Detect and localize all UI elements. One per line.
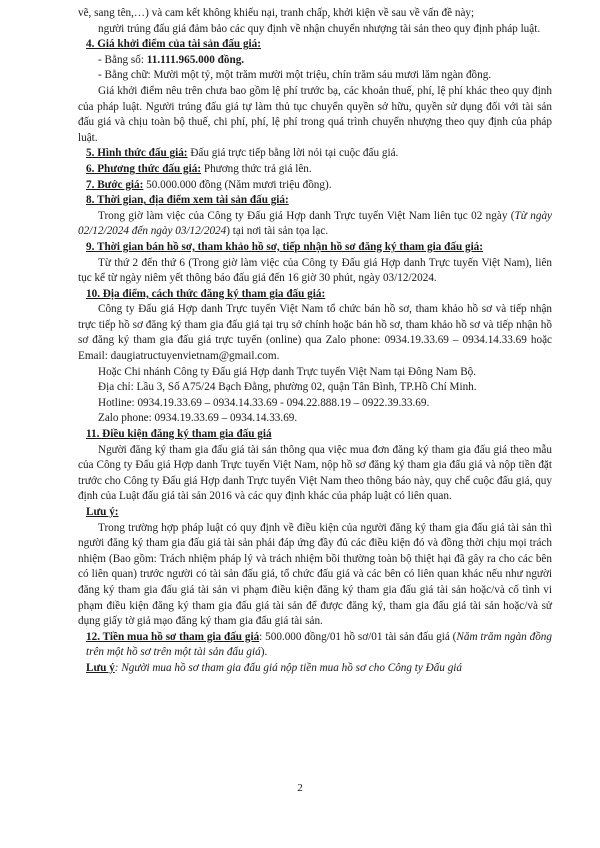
section-10-hotline: Hotline: 0934.19.33.69 – 0934.14.33.69 - 094.22.888.19 – 0922.39.33.69. xyxy=(98,396,430,409)
section-11-note-text: Trong trường hợp pháp luật có quy định về điều kiện của người đăng ký tham gia đấu giá tài sản thì người đăng ký tham gia đấu giá tài sản phải đáp ứng đầy đủ các điều kiện đó và đồng thời chịu mọi trách nhiệm (Bao gồm: Trách nhiệm pháp lý và trách nhiệm bồi thường toàn bộ thiệt hại đã gây ra cho các bên có liên quan) trước người có tài sản đấu giá, tổ chức đấu giá và các bên có liên quan khác nếu như người đăng ký tham gia đấu giá tài sản vi phạm điều kiện đăng ký tham gia đấu giá tài sản hoặc/và cố tình vi phạm điều kiện đăng ký tham gia đấu giá tài sản để được đăng ký, tham gia đấu giá tài sản hoặc/và sử dụng giấy tờ giả mạo đăng ký tham gia đấu giá tài sản. xyxy=(78,521,552,628)
section-10-address: Địa chỉ: Lầu 3, Số A75/24 Bạch Đằng, phường 02, quận Tân Bình, TP.Hồ Chí Minh. xyxy=(98,381,477,394)
section-12: 12. Tiền mua hồ sơ tham gia đấu giá: 500.000 đồng/01 hồ sơ/01 tài sản đấu giá (Năm trăm ngàn đồng trên một hồ sơ trên một tài sản đấu giá). xyxy=(86,630,552,659)
section-12-note: Lưu ý: Người mua hồ sơ tham gia đấu giá nộp tiền mua hồ sơ cho Công ty Đấu giá xyxy=(86,661,462,674)
section-4-words: - Bằng chữ: Mười một tỷ, một trăm mười một triệu, chín trăm sáu mươi lăm ngàn đồng. xyxy=(98,69,492,82)
section-5: 5. Hình thức đấu giá: Đấu giá trực tiếp bằng lời nói tại cuộc đấu giá. xyxy=(86,147,399,160)
section-8-text: Trong giờ làm việc của Công ty Đấu giá Hợp danh Trực tuyến Việt Nam liên tục 02 ngày (Từ ngày 02/12/2024 đến ngày 03/12/2024) tại nơi tài sản tọa lạc. xyxy=(78,209,553,238)
section-4-note: Giá khởi điểm nêu trên chưa bao gồm lệ phí trước bạ, các khoản thuế, phí, lệ phí khác theo quy định của pháp luật. Người trúng đấu giá tự làm thủ tục chuyển quyền sở hữu, quyền sử dụng đối với tài sản đấu giá và chịu toàn bộ thuế, chi phí, phí, lệ phí trong quá trình chuyển nhượng theo quy định của pháp luật. xyxy=(78,84,552,144)
page-number: 2 xyxy=(297,782,303,794)
intro-line-1: vẽ, sang tên,…) và cam kết không khiếu nại, tranh chấp, khởi kiện về sau về vấn đề này; xyxy=(78,7,475,19)
section-7: 7. Bước giá: 50.000.000 đồng (Năm mươi triệu đồng). xyxy=(86,178,332,191)
section-11-note-title: Lưu ý: xyxy=(86,506,119,518)
section-10-title: 10. Địa điểm, cách thức đăng ký tham gia đấu giá: xyxy=(86,287,326,300)
section-4-title: 4. Giá khởi điểm của tài sản đấu giá: xyxy=(86,38,261,51)
section-10-text: Công ty Đấu giá Hợp danh Trực tuyến Việt Nam tổ chức bán hồ sơ, tham khảo hồ sơ và tiếp nhận trực tiếp hồ sơ đăng ký tham gia đấu giá tại trụ sở chính hoặc bán hồ sơ, tham khảo hồ sơ và tiếp nhận hồ sơ đăng ký tham gia đấu giá trực tuyến (online) qua Zalo phone: 0934.19.33.69 – 0934.14.33.69 hoặc Email: daugiatructuyenvietnam@gmail.com. xyxy=(78,303,552,363)
section-4-number: - Bằng số: 11.111.965.000 đồng. xyxy=(98,53,245,66)
section-11-title: 11. Điều kiện đăng ký tham gia đấu giá xyxy=(86,428,272,441)
section-9-title: 9. Thời gian bán hồ sơ, tham khảo hồ sơ, tiếp nhận hồ sơ đăng ký tham gia đấu giá: xyxy=(86,240,483,253)
intro-line-2: người trúng đấu giá đảm bảo các quy định về nhận chuyển nhượng tài sản theo quy định pháp luật. xyxy=(98,22,541,35)
section-11-text: Người đăng ký tham gia đấu giá tài sản thông qua việc mua đơn đăng ký tham gia đấu giá theo mẫu của Công ty Đấu giá Hợp danh Trực tuyến Việt Nam, nộp hồ sơ đăng ký tham gia đấu giá và nộp tiền đặt trước cho Công ty Đấu giá Hợp danh Trực tuyến Việt Nam theo thông báo này, quy chế cuộc đấu giá, quy định của Luật đấu giá tài sản 2016 và các quy định khác của pháp luật có liên quan. xyxy=(78,443,552,503)
section-10-branch: Hoặc Chi nhánh Công ty Đấu giá Hợp danh Trực tuyến Việt Nam tại Đông Nam Bộ. xyxy=(98,365,477,378)
section-10-zalo: Zalo phone: 0934.19.33.69 – 0934.14.33.69. xyxy=(98,412,298,425)
section-8-title: 8. Thời gian, địa điểm xem tài sản đấu giá: xyxy=(86,194,289,207)
section-9-text: Từ thứ 2 đến thứ 6 (Trong giờ làm việc của Công ty Đấu giá Hợp danh Trực tuyến Việt Nam), liên tục kể từ ngày niêm yết thông báo đấu giá đến 16 giờ 30 phút, ngày 03/12/2024. xyxy=(78,256,552,285)
section-6: 6. Phương thức đấu giá: Phương thức trả giá lên. xyxy=(86,162,312,175)
